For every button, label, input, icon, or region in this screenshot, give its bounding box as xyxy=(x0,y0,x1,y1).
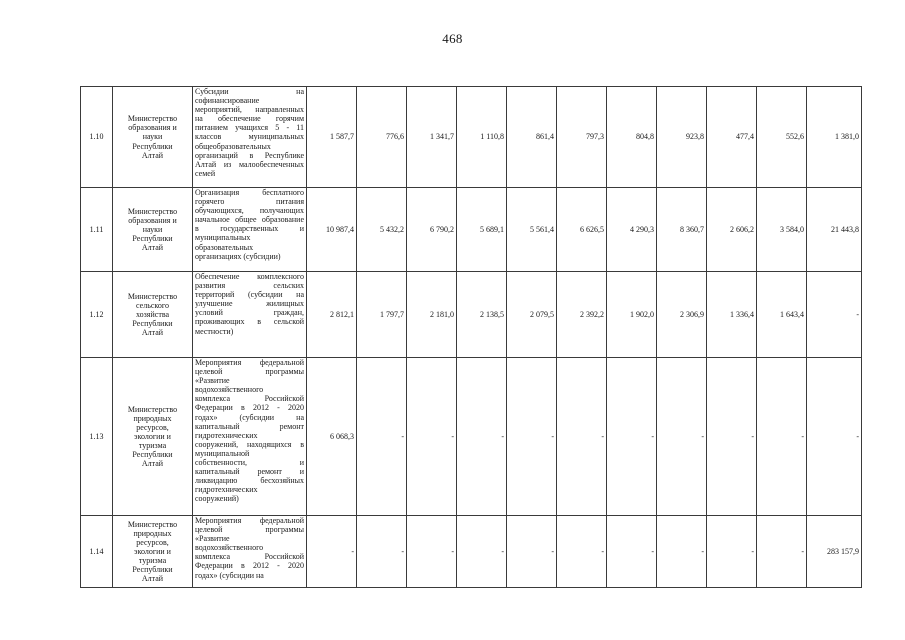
table-row xyxy=(81,87,862,188)
value-cell: 1 643,4 xyxy=(757,272,807,358)
description-cell xyxy=(193,87,307,188)
value-cell: 804,8 xyxy=(607,87,657,188)
organization-line: Республики xyxy=(132,234,173,244)
organization-line: Министерство xyxy=(127,206,178,216)
description-line: улучшение жилищных xyxy=(195,299,304,309)
organization-line: Алтай xyxy=(141,459,164,469)
value-cell: - xyxy=(657,358,707,516)
value-cell: 776,6 xyxy=(357,87,407,188)
row-number: 1.10 xyxy=(81,87,113,188)
organization-line: хозяйства xyxy=(135,309,170,319)
description-line: обучающихся, получающих xyxy=(195,206,304,216)
value-cell: - xyxy=(757,358,807,516)
description-line: водохозяйственного xyxy=(195,385,264,395)
value-cell: 2 079,5 xyxy=(507,272,557,358)
organization-line: ресурсов, xyxy=(136,537,169,547)
description-line: мероприятий, направленных xyxy=(195,105,304,115)
description-line: «Развитие xyxy=(195,376,230,386)
description-line: образовательных xyxy=(195,242,254,252)
description-line: Мероприятия федеральной xyxy=(195,516,304,525)
value-cell: 1 381,0 xyxy=(807,87,862,188)
value-cell: - xyxy=(457,516,507,588)
organization-line: Республики xyxy=(132,319,173,329)
description-line: Мероприятия федеральной xyxy=(195,358,304,367)
value-cell: 21 443,8 xyxy=(807,188,862,272)
description-line: Обеспечение комплексного xyxy=(195,272,304,281)
organization-line: ресурсов, xyxy=(136,422,169,432)
value-cell: 2 392,2 xyxy=(557,272,607,358)
description-cell xyxy=(193,358,307,516)
organization-line: Алтай xyxy=(141,150,164,160)
value-cell: 10 987,4 xyxy=(307,188,357,272)
organization-line: Министерство xyxy=(127,291,178,301)
value-cell: - xyxy=(707,358,757,516)
description-line: условий граждан, xyxy=(195,308,304,318)
value-cell: 1 110,8 xyxy=(457,87,507,188)
table-row xyxy=(81,358,862,516)
description-line: ликвидацию бесхозяйных xyxy=(195,476,304,486)
value-cell: 861,4 xyxy=(507,87,557,188)
description-line: годах» (субсидии на xyxy=(195,570,264,580)
organization-line: образования и xyxy=(128,215,177,225)
organization-cell xyxy=(113,358,193,516)
value-cell: - xyxy=(607,358,657,516)
description-line: на обеспечение горячим xyxy=(195,114,304,124)
organization-line: экологии и xyxy=(134,546,171,556)
description-line: годах» (субсидии на xyxy=(195,412,304,422)
organization-line: природных xyxy=(133,413,172,423)
organization-line: Алтай xyxy=(141,328,164,338)
value-cell: 8 360,7 xyxy=(657,188,707,272)
table-row xyxy=(81,272,862,358)
organization-cell xyxy=(113,272,193,358)
value-cell: - xyxy=(357,358,407,516)
description-line: муниципальных xyxy=(195,233,251,243)
description-line: целевой программы xyxy=(195,367,304,377)
organization-line: туризма xyxy=(138,441,167,451)
description-line: Алтай из малообеспеченных xyxy=(195,159,304,169)
value-cell: 283 157,9 xyxy=(807,516,862,588)
organization-line: Республики xyxy=(132,141,173,151)
budget-table xyxy=(80,86,862,588)
description-line: гидротехнических xyxy=(195,485,258,495)
description-cell xyxy=(193,272,307,358)
organization-cell xyxy=(113,516,193,588)
value-cell: - xyxy=(607,516,657,588)
description-line: начальное общее образование xyxy=(195,215,304,225)
value-cell: - xyxy=(357,516,407,588)
organization-line: Алтай xyxy=(141,243,164,253)
value-cell: - xyxy=(457,358,507,516)
value-cell: 6 068,3 xyxy=(307,358,357,516)
description-cell xyxy=(193,516,307,588)
description-line: капитальный ремонт xyxy=(195,421,304,431)
value-cell: - xyxy=(507,516,557,588)
description-line: комплекса Российской xyxy=(195,394,304,404)
value-cell: 4 290,3 xyxy=(607,188,657,272)
organization-line: сельского xyxy=(136,300,169,310)
description-line: Федерации в 2012 - 2020 xyxy=(195,561,304,571)
organization-line: туризма xyxy=(138,556,167,566)
value-cell: 1 341,7 xyxy=(407,87,457,188)
value-cell: 2 812,1 xyxy=(307,272,357,358)
description-line: капитальный ремонт и xyxy=(195,467,304,477)
organization-line: Министерство xyxy=(127,114,178,124)
value-cell: - xyxy=(407,358,457,516)
description-line: собственности, и xyxy=(195,458,304,468)
row-number: 1.14 xyxy=(81,516,113,588)
description-cell xyxy=(193,188,307,272)
value-cell: 3 584,0 xyxy=(757,188,807,272)
value-cell: 5 561,4 xyxy=(507,188,557,272)
organization-line: Министерство xyxy=(127,404,178,414)
organization-cell xyxy=(113,188,193,272)
description-line: комплекса Российской xyxy=(195,552,304,562)
organization-line: образования и xyxy=(128,123,177,133)
value-cell: 6 790,2 xyxy=(407,188,457,272)
table-row xyxy=(81,188,862,272)
value-cell: - xyxy=(807,272,862,358)
value-cell: 5 432,2 xyxy=(357,188,407,272)
description-line: в государственных и xyxy=(195,224,304,234)
value-cell: - xyxy=(557,516,607,588)
value-cell: 2 138,5 xyxy=(457,272,507,358)
description-line: водохозяйственного xyxy=(195,543,264,553)
description-line: сооружений, находящихся в xyxy=(195,439,304,449)
description-line: организаций в Республике xyxy=(195,150,304,160)
value-cell: 2 606,2 xyxy=(707,188,757,272)
row-number: 1.12 xyxy=(81,272,113,358)
organization-cell xyxy=(113,87,193,188)
value-cell: - xyxy=(707,516,757,588)
value-cell: 6 626,5 xyxy=(557,188,607,272)
description-line: семей xyxy=(195,168,216,178)
description-line: горячего питания xyxy=(195,197,304,207)
description-line: местности) xyxy=(195,326,234,336)
description-line: муниципальной xyxy=(195,448,250,458)
description-line: организациях (субсидии) xyxy=(195,251,281,261)
description-line: Организация бесплатного xyxy=(195,188,304,197)
organization-line: Республики xyxy=(132,450,173,460)
description-line: гидротехнических xyxy=(195,430,258,440)
value-cell: 552,6 xyxy=(757,87,807,188)
description-line: софинансирование xyxy=(195,96,260,106)
value-cell: 1 336,4 xyxy=(707,272,757,358)
organization-line: науки xyxy=(142,224,163,234)
description-line: классов муниципальных xyxy=(195,132,304,142)
value-cell: 1 587,7 xyxy=(307,87,357,188)
value-cell: 477,4 xyxy=(707,87,757,188)
value-cell: 923,8 xyxy=(657,87,707,188)
row-number: 1.13 xyxy=(81,358,113,516)
value-cell: 2 306,9 xyxy=(657,272,707,358)
value-cell: - xyxy=(307,516,357,588)
organization-line: Министерство xyxy=(127,519,178,529)
description-line: питанием учащихся 5 - 11 xyxy=(195,123,304,133)
value-cell: 1 797,7 xyxy=(357,272,407,358)
value-cell: - xyxy=(507,358,557,516)
value-cell: - xyxy=(757,516,807,588)
description-line: целевой программы xyxy=(195,525,304,535)
description-line: Субсидии на xyxy=(195,87,304,96)
value-cell: 2 181,0 xyxy=(407,272,457,358)
page-number: 468 xyxy=(442,31,463,46)
description-line: территорий (субсидии на xyxy=(195,290,304,300)
description-line: «Развитие xyxy=(195,534,230,544)
value-cell: 5 689,1 xyxy=(457,188,507,272)
value-cell: 1 902,0 xyxy=(607,272,657,358)
value-cell: - xyxy=(807,358,862,516)
value-cell: 797,3 xyxy=(557,87,607,188)
description-line: сооружений) xyxy=(195,494,239,504)
organization-line: Республики xyxy=(132,565,173,575)
organization-line: экологии и xyxy=(134,431,171,441)
description-line: Федерации в 2012 - 2020 xyxy=(195,403,304,413)
table-body xyxy=(81,87,862,588)
description-line: развития сельских xyxy=(195,281,304,291)
value-cell: - xyxy=(557,358,607,516)
description-line: общеобразовательных xyxy=(195,141,271,151)
organization-line: природных xyxy=(133,528,172,538)
row-number: 1.11 xyxy=(81,188,113,272)
organization-line: Алтай xyxy=(141,574,164,584)
description-line: проживающих в сельской xyxy=(195,317,304,327)
table-row xyxy=(81,516,862,588)
organization-line: науки xyxy=(142,132,163,142)
value-cell: - xyxy=(657,516,707,588)
value-cell: - xyxy=(407,516,457,588)
